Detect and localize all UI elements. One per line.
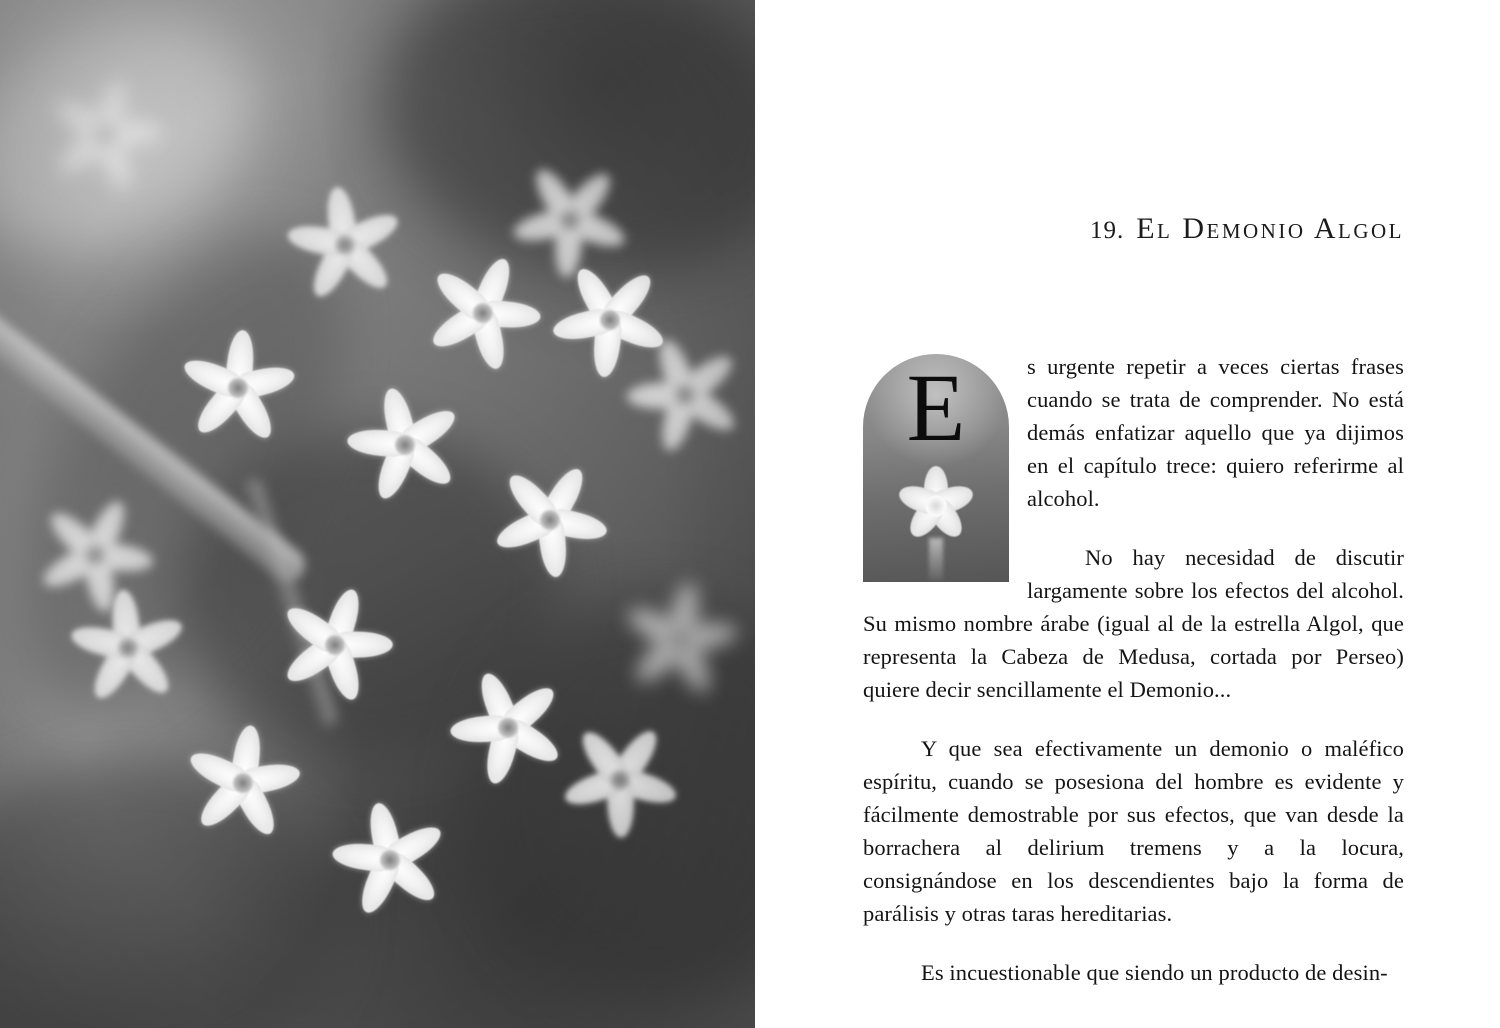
paragraph: s urgente repetir a veces ciertas frases cuando se trata de comprender. No está demás enfatizar aquello que ya dijimos en el capítulo trece: quiero referirme al alcohol. bbox=[1027, 354, 1404, 511]
chapter-title-text: El Demonio Algol bbox=[1136, 212, 1404, 245]
chapter-text-page bbox=[755, 0, 1500, 1028]
page-title bbox=[755, 212, 1404, 246]
paragraph: Y que sea efectivamente un demonio o maléfico espíritu, cuando se posesiona del hombre es evidente y fácilmente demostrable por sus efectos, que van desde la borrachera al delirium tremens y a la locura, consignándose en los descendientes bajo la forma de parálisis y otras taras hereditarias. bbox=[863, 736, 1404, 926]
chapter-body bbox=[863, 350, 1404, 989]
mini-flower-blossom bbox=[888, 458, 984, 554]
chapter-number: 19. bbox=[1089, 217, 1125, 244]
flower-blossom bbox=[283, 753, 496, 966]
paragraph: No hay necesidad de discutir largamente sobre los efectos del alcohol. Su mismo nombre árabe (igual al de la estrella Algol, que representa la Cabeza de Medusa, cortada por Perseo) quiere decir sencillamente el Demonio... bbox=[863, 545, 1404, 702]
dropcap-letter: E bbox=[906, 354, 966, 461]
paragraph: Es incuestionable que siendo un producto de desin- bbox=[921, 960, 1388, 985]
dropcap-illustration bbox=[863, 354, 1009, 582]
